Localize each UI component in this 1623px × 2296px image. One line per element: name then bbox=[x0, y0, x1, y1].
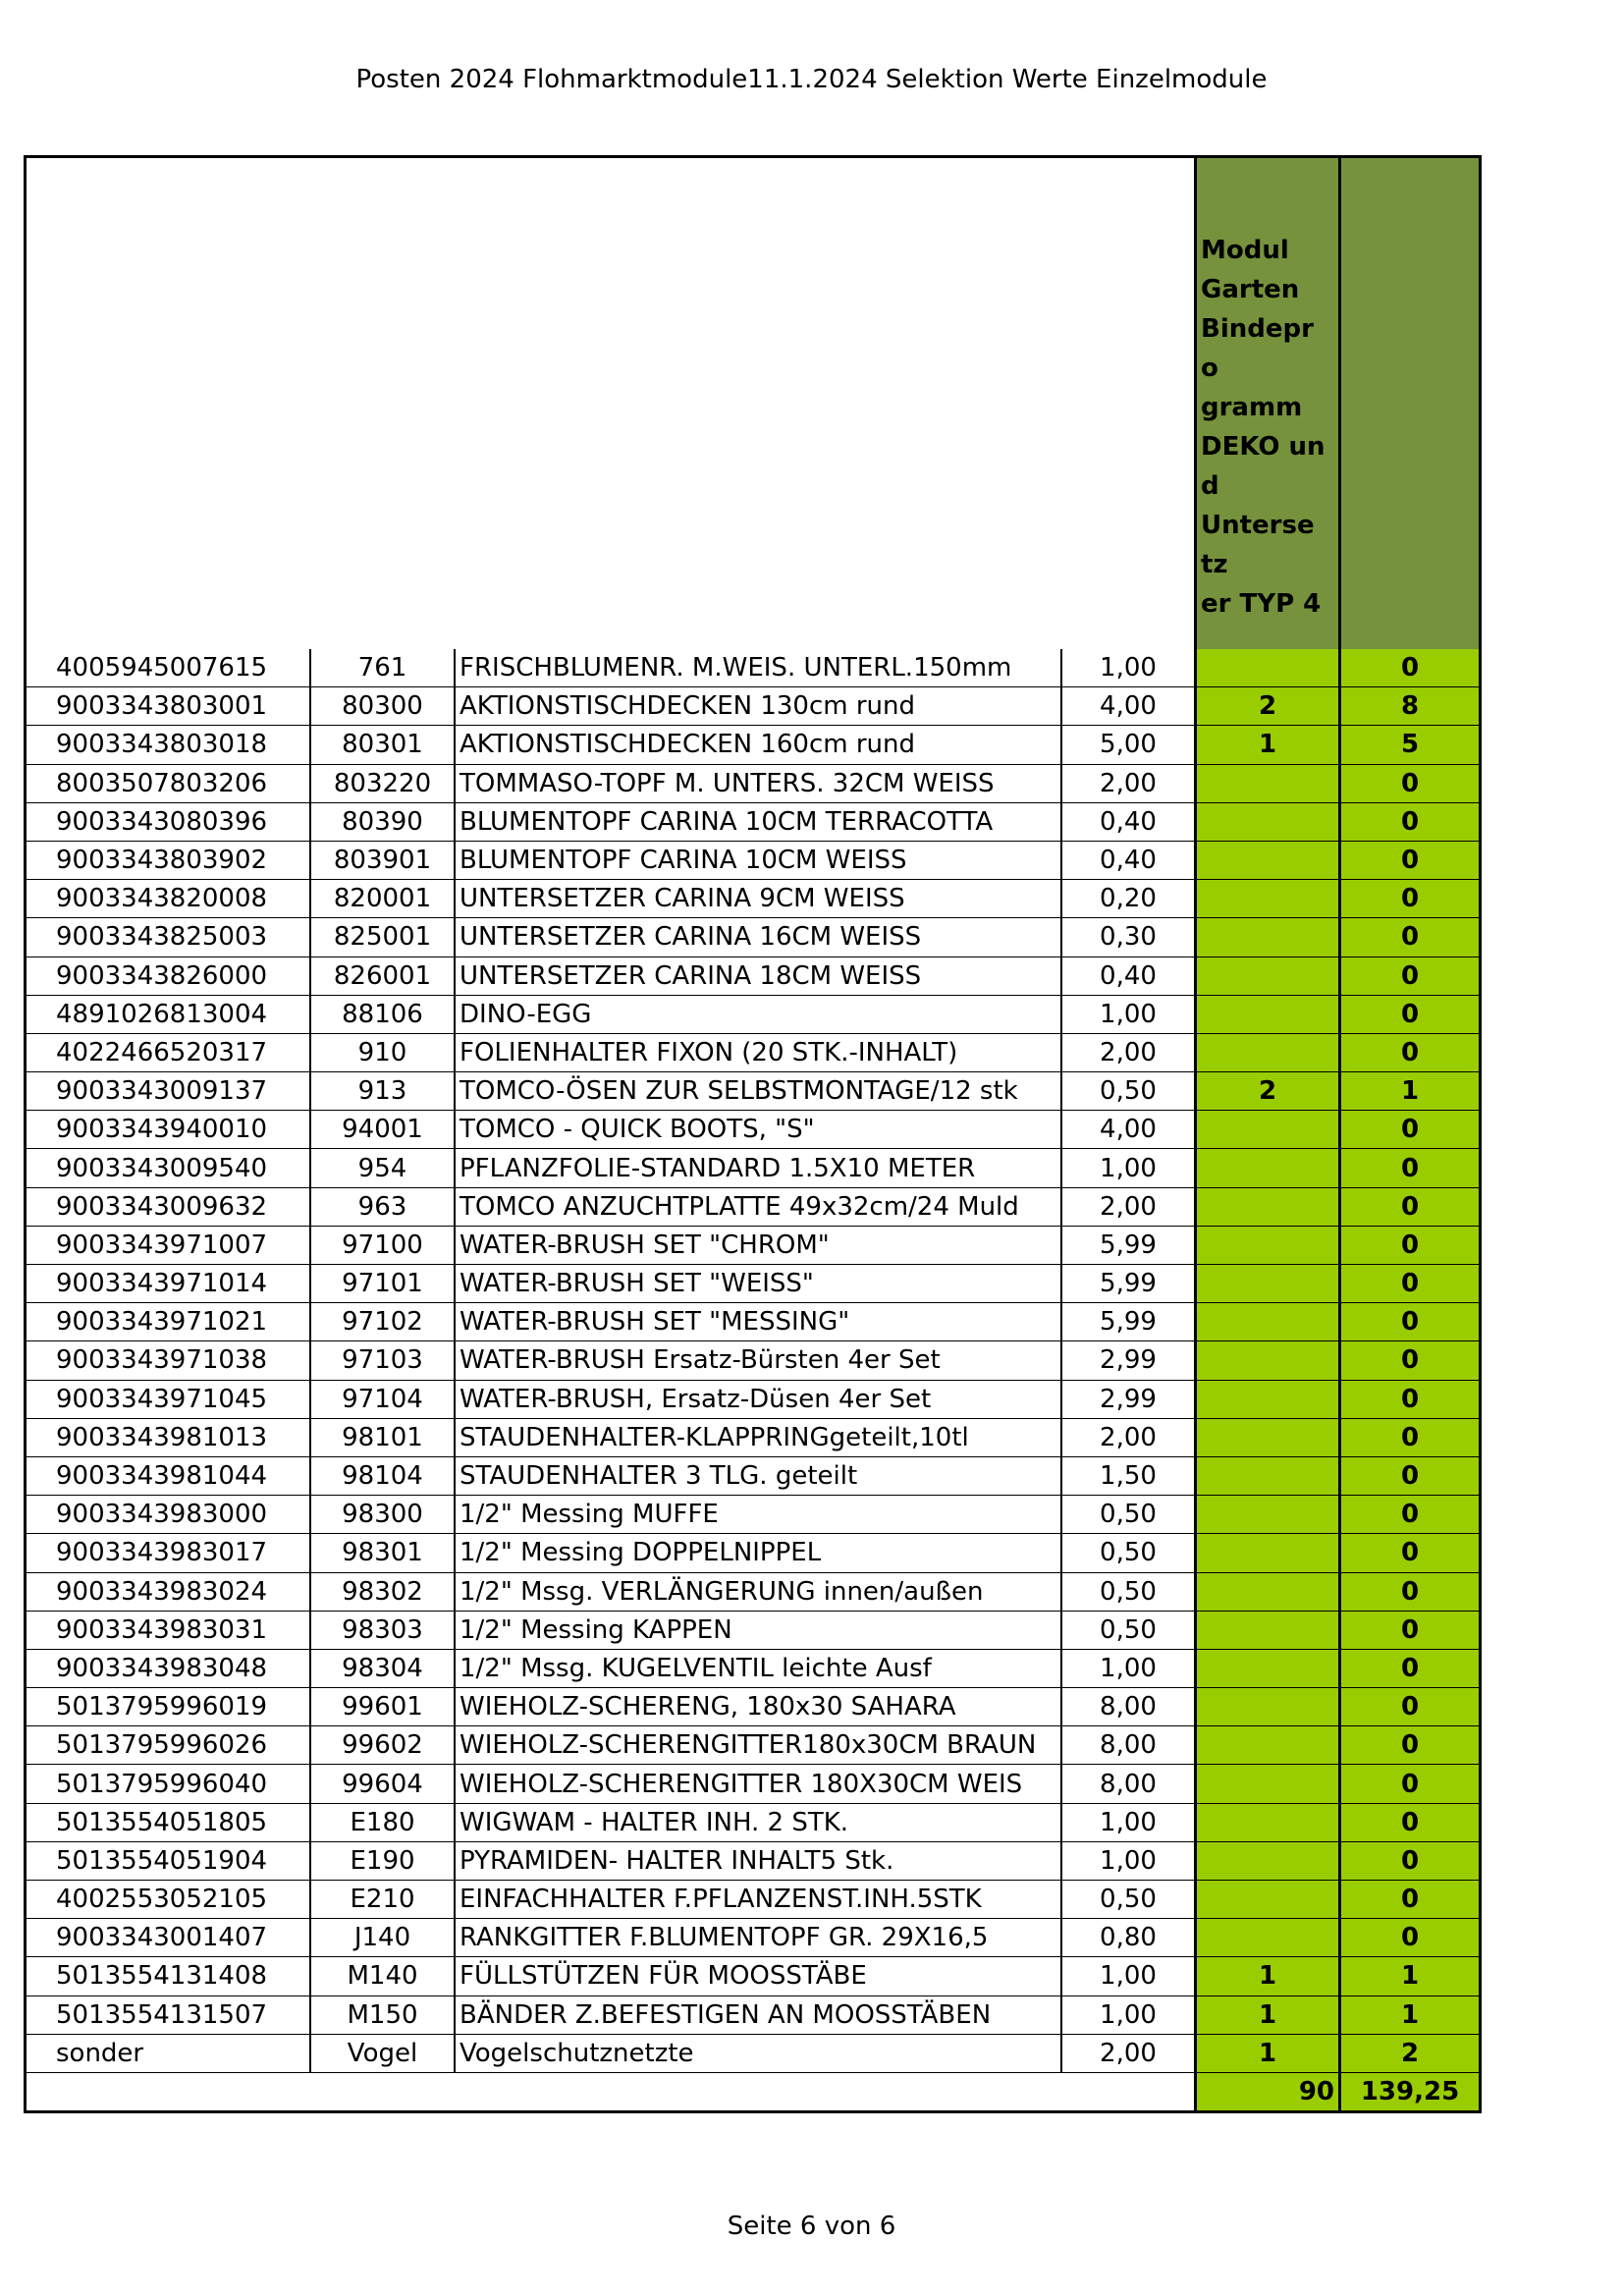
module-header-text bbox=[1201, 231, 1326, 624]
table-row bbox=[26, 1456, 1481, 1495]
module-column-header bbox=[1196, 157, 1340, 650]
module-quantity-cell bbox=[1196, 1341, 1340, 1380]
article-number-cell: 954 bbox=[310, 1149, 455, 1187]
module-quantity-cell bbox=[1196, 1496, 1340, 1534]
row-total-cell: 8 bbox=[1340, 687, 1481, 726]
article-number-cell: 97103 bbox=[310, 1341, 455, 1380]
article-number-cell: J140 bbox=[310, 1919, 455, 1957]
description-cell: TOMCO ANZUCHTPLATTE 49x32cm/24 Muld bbox=[455, 1187, 1061, 1226]
table-row bbox=[26, 1303, 1481, 1341]
description-cell: TOMCO - QUICK BOOTS, "S" bbox=[455, 1111, 1061, 1149]
module-quantity-cell: 2 bbox=[1196, 687, 1340, 726]
table-row bbox=[26, 1187, 1481, 1226]
table-header-row bbox=[26, 157, 1481, 650]
price-cell: 8,00 bbox=[1061, 1688, 1196, 1726]
table-row bbox=[26, 1226, 1481, 1264]
price-cell: 8,00 bbox=[1061, 1765, 1196, 1803]
module-quantity-cell bbox=[1196, 764, 1340, 802]
price-cell: 1,00 bbox=[1061, 995, 1196, 1033]
table-row bbox=[26, 1033, 1481, 1071]
row-total-cell: 1 bbox=[1340, 1957, 1481, 1995]
table-row bbox=[26, 1265, 1481, 1303]
description-cell: FRISCHBLUMENR. M.WEIS. UNTERL.150mm bbox=[455, 649, 1061, 687]
header-empty-cell bbox=[310, 157, 455, 650]
description-cell: UNTERSETZER CARINA 9CM WEISS bbox=[455, 880, 1061, 918]
ean-cell: 9003343826000 bbox=[26, 957, 311, 995]
module-quantity-cell: 2 bbox=[1196, 1072, 1340, 1111]
price-cell: 0,50 bbox=[1061, 1534, 1196, 1572]
description-cell: BÄNDER Z.BEFESTIGEN AN MOOSSTÄBEN bbox=[455, 1995, 1061, 2034]
ean-cell: 5013554051805 bbox=[26, 1803, 311, 1841]
article-number-cell: 803220 bbox=[310, 764, 455, 802]
article-number-cell: 98301 bbox=[310, 1534, 455, 1572]
price-cell: 5,99 bbox=[1061, 1226, 1196, 1264]
article-number-cell: 97104 bbox=[310, 1380, 455, 1418]
price-cell: 2,99 bbox=[1061, 1380, 1196, 1418]
description-cell: WATER-BRUSH SET "WEISS" bbox=[455, 1265, 1061, 1303]
article-number-cell: 820001 bbox=[310, 880, 455, 918]
ean-cell: 9003343983017 bbox=[26, 1534, 311, 1572]
article-number-cell: 80390 bbox=[310, 802, 455, 841]
module-quantity-cell: 1 bbox=[1196, 1995, 1340, 2034]
module-quantity-cell: 1 bbox=[1196, 1957, 1340, 1995]
ean-cell: 5013795996040 bbox=[26, 1765, 311, 1803]
price-cell: 1,00 bbox=[1061, 1649, 1196, 1687]
row-total-cell: 5 bbox=[1340, 726, 1481, 764]
description-cell: Vogelschutznetzte bbox=[455, 2034, 1061, 2072]
module-quantity-cell bbox=[1196, 1611, 1340, 1649]
module-quantity-cell bbox=[1196, 1380, 1340, 1418]
header-empty-cell bbox=[1061, 157, 1196, 650]
article-number-cell: 98303 bbox=[310, 1611, 455, 1649]
row-total-cell: 0 bbox=[1340, 1919, 1481, 1957]
table-row bbox=[26, 1072, 1481, 1111]
ean-cell: 5013554131507 bbox=[26, 1995, 311, 2034]
row-total-cell: 0 bbox=[1340, 1726, 1481, 1765]
page-footer: Seite 6 von 6 bbox=[727, 2212, 896, 2241]
row-total-cell: 0 bbox=[1340, 1033, 1481, 1071]
table-row bbox=[26, 1765, 1481, 1803]
table-row bbox=[26, 1111, 1481, 1149]
ean-cell: 9003343009540 bbox=[26, 1149, 311, 1187]
description-cell: UNTERSETZER CARINA 18CM WEISS bbox=[455, 957, 1061, 995]
sum-row-empty-cell bbox=[26, 2072, 1196, 2111]
row-total-cell: 2 bbox=[1340, 2034, 1481, 2072]
description-cell: 1/2" Messing KAPPEN bbox=[455, 1611, 1061, 1649]
ean-cell: 5013554131408 bbox=[26, 1957, 311, 1995]
table-row bbox=[26, 841, 1481, 879]
article-number-cell: M140 bbox=[310, 1957, 455, 1995]
description-cell: EINFACHHALTER F.PFLANZENST.INH.5STK bbox=[455, 1881, 1061, 1919]
module-quantity-cell bbox=[1196, 1033, 1340, 1071]
row-total-cell: 0 bbox=[1340, 1688, 1481, 1726]
price-cell: 0,40 bbox=[1061, 957, 1196, 995]
table-row bbox=[26, 1611, 1481, 1649]
row-total-cell: 0 bbox=[1340, 1187, 1481, 1226]
module-quantity-cell bbox=[1196, 1534, 1340, 1572]
article-number-cell: 94001 bbox=[310, 1111, 455, 1149]
article-number-cell: Vogel bbox=[310, 2034, 455, 2072]
article-number-cell: M150 bbox=[310, 1995, 455, 2034]
ean-cell: 9003343009632 bbox=[26, 1187, 311, 1226]
row-total-cell: 0 bbox=[1340, 649, 1481, 687]
table-row bbox=[26, 1995, 1481, 2034]
article-number-cell: 88106 bbox=[310, 995, 455, 1033]
ean-cell: 9003343940010 bbox=[26, 1111, 311, 1149]
ean-cell: 9003343983031 bbox=[26, 1611, 311, 1649]
row-total-cell: 0 bbox=[1340, 1226, 1481, 1264]
price-cell: 2,00 bbox=[1061, 1418, 1196, 1456]
module-quantity-cell bbox=[1196, 1841, 1340, 1880]
sum-quantity-cell: 90 bbox=[1196, 2072, 1340, 2111]
row-total-cell: 0 bbox=[1340, 1572, 1481, 1611]
price-cell: 0,80 bbox=[1061, 1919, 1196, 1957]
module-header-line: er TYP 4 bbox=[1201, 589, 1322, 619]
article-number-cell: 910 bbox=[310, 1033, 455, 1071]
description-cell: BLUMENTOPF CARINA 10CM TERRACOTTA bbox=[455, 802, 1061, 841]
table-row bbox=[26, 1881, 1481, 1919]
article-number-cell: 826001 bbox=[310, 957, 455, 995]
header-empty-cell bbox=[26, 157, 311, 650]
description-cell: RANKGITTER F.BLUMENTOPF GR. 29X16,5 bbox=[455, 1919, 1061, 1957]
module-header-line: Garten bbox=[1201, 275, 1300, 304]
price-cell: 2,00 bbox=[1061, 764, 1196, 802]
description-cell: AKTIONSTISCHDECKEN 160cm rund bbox=[455, 726, 1061, 764]
price-cell: 0,50 bbox=[1061, 1496, 1196, 1534]
description-cell: BLUMENTOPF CARINA 10CM WEISS bbox=[455, 841, 1061, 879]
row-total-cell: 0 bbox=[1340, 918, 1481, 957]
module-quantity-cell bbox=[1196, 1226, 1340, 1264]
module-quantity-cell bbox=[1196, 841, 1340, 879]
ean-cell: 9003343803001 bbox=[26, 687, 311, 726]
table-row bbox=[26, 1803, 1481, 1841]
module-quantity-cell bbox=[1196, 649, 1340, 687]
module-quantity-cell bbox=[1196, 957, 1340, 995]
ean-cell: 9003343971014 bbox=[26, 1265, 311, 1303]
module-header-line: Untersetz bbox=[1201, 511, 1315, 579]
total-column-header bbox=[1340, 157, 1481, 650]
article-number-cell: 825001 bbox=[310, 918, 455, 957]
description-cell: PFLANZFOLIE-STANDARD 1.5X10 METER bbox=[455, 1149, 1061, 1187]
module-quantity-cell bbox=[1196, 1881, 1340, 1919]
price-cell: 8,00 bbox=[1061, 1726, 1196, 1765]
description-cell: UNTERSETZER CARINA 16CM WEISS bbox=[455, 918, 1061, 957]
page-title: Posten 2024 Flohmarktmodule11.1.2024 Selektion Werte Einzelmodule bbox=[355, 65, 1268, 94]
price-cell: 0,50 bbox=[1061, 1072, 1196, 1111]
table-row bbox=[26, 1496, 1481, 1534]
price-cell: 0,50 bbox=[1061, 1572, 1196, 1611]
module-header-line: gramm bbox=[1201, 393, 1303, 422]
module-quantity-cell bbox=[1196, 1303, 1340, 1341]
row-total-cell: 0 bbox=[1340, 880, 1481, 918]
description-cell: WIGWAM - HALTER INH. 2 STK. bbox=[455, 1803, 1061, 1841]
row-total-cell: 0 bbox=[1340, 802, 1481, 841]
ean-cell: 9003343971045 bbox=[26, 1380, 311, 1418]
description-cell: 1/2" Messing MUFFE bbox=[455, 1496, 1061, 1534]
description-cell: FOLIENHALTER FIXON (20 STK.-INHALT) bbox=[455, 1033, 1061, 1071]
module-quantity-cell bbox=[1196, 1149, 1340, 1187]
ean-cell: sonder bbox=[26, 2034, 311, 2072]
table-row bbox=[26, 995, 1481, 1033]
article-number-cell: 99601 bbox=[310, 1688, 455, 1726]
description-cell: 1/2" Mssg. VERLÄNGERUNG innen/außen bbox=[455, 1572, 1061, 1611]
table-row bbox=[26, 1534, 1481, 1572]
description-cell: DINO-EGG bbox=[455, 995, 1061, 1033]
price-cell: 0,40 bbox=[1061, 802, 1196, 841]
table-row bbox=[26, 957, 1481, 995]
ean-cell: 9003343981013 bbox=[26, 1418, 311, 1456]
article-number-cell: E210 bbox=[310, 1881, 455, 1919]
price-cell: 1,00 bbox=[1061, 1957, 1196, 1995]
description-cell: TOMCO-ÖSEN ZUR SELBSTMONTAGE/12 stk bbox=[455, 1072, 1061, 1111]
row-total-cell: 0 bbox=[1340, 1265, 1481, 1303]
ean-cell: 9003343001407 bbox=[26, 1919, 311, 1957]
price-cell: 1,00 bbox=[1061, 1803, 1196, 1841]
article-number-cell: 80300 bbox=[310, 687, 455, 726]
row-total-cell: 0 bbox=[1340, 1611, 1481, 1649]
ean-cell: 5013795996019 bbox=[26, 1688, 311, 1726]
ean-cell: 9003343803018 bbox=[26, 726, 311, 764]
article-number-cell: 913 bbox=[310, 1072, 455, 1111]
description-cell: 1/2" Messing DOPPELNIPPEL bbox=[455, 1534, 1061, 1572]
table-row bbox=[26, 649, 1481, 687]
module-header-line: DEKO und bbox=[1201, 432, 1325, 501]
ean-cell: 9003343983048 bbox=[26, 1649, 311, 1687]
price-cell: 5,00 bbox=[1061, 726, 1196, 764]
ean-cell: 9003343825003 bbox=[26, 918, 311, 957]
module-quantity-cell bbox=[1196, 802, 1340, 841]
table-row bbox=[26, 687, 1481, 726]
row-total-cell: 0 bbox=[1340, 1881, 1481, 1919]
price-cell: 0,50 bbox=[1061, 1881, 1196, 1919]
module-quantity-cell bbox=[1196, 1572, 1340, 1611]
row-total-cell: 0 bbox=[1340, 995, 1481, 1033]
ean-cell: 5013795996026 bbox=[26, 1726, 311, 1765]
module-quantity-cell bbox=[1196, 1418, 1340, 1456]
sum-total-cell: 139,25 bbox=[1340, 2072, 1481, 2111]
table-row bbox=[26, 2034, 1481, 2072]
module-quantity-cell bbox=[1196, 1919, 1340, 1957]
description-cell: WATER-BRUSH SET "CHROM" bbox=[455, 1226, 1061, 1264]
module-quantity-cell bbox=[1196, 1649, 1340, 1687]
description-cell: WIEHOLZ-SCHERENGITTER 180X30CM WEIS bbox=[455, 1765, 1061, 1803]
row-total-cell: 0 bbox=[1340, 1649, 1481, 1687]
ean-cell: 9003343971007 bbox=[26, 1226, 311, 1264]
table-row bbox=[26, 1418, 1481, 1456]
ean-cell: 9003343009137 bbox=[26, 1072, 311, 1111]
article-number-cell: 98304 bbox=[310, 1649, 455, 1687]
module-quantity-cell bbox=[1196, 1265, 1340, 1303]
module-table bbox=[24, 155, 1482, 2113]
sum-row bbox=[26, 2072, 1481, 2111]
row-total-cell: 0 bbox=[1340, 1803, 1481, 1841]
row-total-cell: 0 bbox=[1340, 1341, 1481, 1380]
ean-cell: 4891026813004 bbox=[26, 995, 311, 1033]
article-number-cell: 99604 bbox=[310, 1765, 455, 1803]
module-header-line: Bindepro bbox=[1201, 314, 1314, 383]
table-row bbox=[26, 1726, 1481, 1765]
article-number-cell: 97101 bbox=[310, 1265, 455, 1303]
ean-cell: 8003507803206 bbox=[26, 764, 311, 802]
row-total-cell: 0 bbox=[1340, 1111, 1481, 1149]
price-cell: 5,99 bbox=[1061, 1265, 1196, 1303]
ean-cell: 9003343820008 bbox=[26, 880, 311, 918]
description-cell: 1/2" Mssg. KUGELVENTIL leichte Ausf bbox=[455, 1649, 1061, 1687]
article-number-cell: E180 bbox=[310, 1803, 455, 1841]
table-row bbox=[26, 1572, 1481, 1611]
article-number-cell: 963 bbox=[310, 1187, 455, 1226]
table-row bbox=[26, 1957, 1481, 1995]
article-number-cell: 803901 bbox=[310, 841, 455, 879]
row-total-cell: 0 bbox=[1340, 1380, 1481, 1418]
table-row bbox=[26, 802, 1481, 841]
ean-cell: 9003343981044 bbox=[26, 1456, 311, 1495]
article-number-cell: 97102 bbox=[310, 1303, 455, 1341]
module-quantity-cell bbox=[1196, 1456, 1340, 1495]
module-quantity-cell bbox=[1196, 1765, 1340, 1803]
article-number-cell: 99602 bbox=[310, 1726, 455, 1765]
module-quantity-cell bbox=[1196, 1688, 1340, 1726]
module-quantity-cell bbox=[1196, 918, 1340, 957]
description-cell: STAUDENHALTER 3 TLG. geteilt bbox=[455, 1456, 1061, 1495]
ean-cell: 9003343971021 bbox=[26, 1303, 311, 1341]
row-total-cell: 0 bbox=[1340, 841, 1481, 879]
article-number-cell: 98101 bbox=[310, 1418, 455, 1456]
description-cell: WATER-BRUSH, Ersatz-Düsen 4er Set bbox=[455, 1380, 1061, 1418]
ean-cell: 4005945007615 bbox=[26, 649, 311, 687]
module-quantity-cell: 1 bbox=[1196, 726, 1340, 764]
table-row bbox=[26, 1688, 1481, 1726]
article-number-cell: E190 bbox=[310, 1841, 455, 1880]
ean-cell: 9003343983000 bbox=[26, 1496, 311, 1534]
module-quantity-cell bbox=[1196, 1187, 1340, 1226]
price-cell: 2,00 bbox=[1061, 2034, 1196, 2072]
module-quantity-cell bbox=[1196, 995, 1340, 1033]
article-number-cell: 97100 bbox=[310, 1226, 455, 1264]
row-total-cell: 0 bbox=[1340, 1303, 1481, 1341]
table-row bbox=[26, 764, 1481, 802]
price-cell: 0,50 bbox=[1061, 1611, 1196, 1649]
description-cell: WATER-BRUSH SET "MESSING" bbox=[455, 1303, 1061, 1341]
ean-cell: 9003343983024 bbox=[26, 1572, 311, 1611]
table-row bbox=[26, 1380, 1481, 1418]
row-total-cell: 1 bbox=[1340, 1072, 1481, 1111]
description-cell: WIEHOLZ-SCHERENG, 180x30 SAHARA bbox=[455, 1688, 1061, 1726]
description-cell: AKTIONSTISCHDECKEN 130cm rund bbox=[455, 687, 1061, 726]
module-quantity-cell bbox=[1196, 1111, 1340, 1149]
price-cell: 1,00 bbox=[1061, 649, 1196, 687]
table-row bbox=[26, 1341, 1481, 1380]
description-cell: STAUDENHALTER-KLAPPRINGgeteilt,10tl bbox=[455, 1418, 1061, 1456]
row-total-cell: 0 bbox=[1340, 1456, 1481, 1495]
description-cell: FÜLLSTÜTZEN FÜR MOOSSTÄBE bbox=[455, 1957, 1061, 1995]
ean-cell: 5013554051904 bbox=[26, 1841, 311, 1880]
price-cell: 0,20 bbox=[1061, 880, 1196, 918]
row-total-cell: 0 bbox=[1340, 1418, 1481, 1456]
price-cell: 1,00 bbox=[1061, 1995, 1196, 2034]
price-cell: 0,30 bbox=[1061, 918, 1196, 957]
description-cell: PYRAMIDEN- HALTER INHALT5 Stk. bbox=[455, 1841, 1061, 1880]
price-cell: 2,99 bbox=[1061, 1341, 1196, 1380]
row-total-cell: 0 bbox=[1340, 764, 1481, 802]
article-number-cell: 98104 bbox=[310, 1456, 455, 1495]
price-cell: 1,50 bbox=[1061, 1456, 1196, 1495]
row-total-cell: 1 bbox=[1340, 1995, 1481, 2034]
table-row bbox=[26, 1841, 1481, 1880]
ean-cell: 9003343803902 bbox=[26, 841, 311, 879]
ean-cell: 9003343971038 bbox=[26, 1341, 311, 1380]
price-cell: 0,40 bbox=[1061, 841, 1196, 879]
ean-cell: 4002553052105 bbox=[26, 1881, 311, 1919]
article-number-cell: 98302 bbox=[310, 1572, 455, 1611]
row-total-cell: 0 bbox=[1340, 1149, 1481, 1187]
price-cell: 4,00 bbox=[1061, 687, 1196, 726]
table-row bbox=[26, 1919, 1481, 1957]
table-row bbox=[26, 918, 1481, 957]
article-number-cell: 80301 bbox=[310, 726, 455, 764]
price-cell: 2,00 bbox=[1061, 1187, 1196, 1226]
price-cell: 1,00 bbox=[1061, 1841, 1196, 1880]
ean-cell: 9003343080396 bbox=[26, 802, 311, 841]
row-total-cell: 0 bbox=[1340, 1534, 1481, 1572]
description-cell: TOMMASO-TOPF M. UNTERS. 32CM WEISS bbox=[455, 764, 1061, 802]
table-row bbox=[26, 880, 1481, 918]
row-total-cell: 0 bbox=[1340, 1841, 1481, 1880]
table-row bbox=[26, 726, 1481, 764]
price-cell: 4,00 bbox=[1061, 1111, 1196, 1149]
price-cell: 1,00 bbox=[1061, 1149, 1196, 1187]
table-row bbox=[26, 1649, 1481, 1687]
table-row bbox=[26, 1149, 1481, 1187]
module-quantity-cell bbox=[1196, 1803, 1340, 1841]
article-number-cell: 98300 bbox=[310, 1496, 455, 1534]
price-cell: 5,99 bbox=[1061, 1303, 1196, 1341]
module-quantity-cell bbox=[1196, 880, 1340, 918]
row-total-cell: 0 bbox=[1340, 1765, 1481, 1803]
module-header-line: Modul bbox=[1201, 236, 1289, 265]
header-empty-cell bbox=[455, 157, 1061, 650]
module-quantity-cell bbox=[1196, 1726, 1340, 1765]
row-total-cell: 0 bbox=[1340, 1496, 1481, 1534]
description-cell: WATER-BRUSH Ersatz-Bürsten 4er Set bbox=[455, 1341, 1061, 1380]
description-cell: WIEHOLZ-SCHERENGITTER180x30CM BRAUN bbox=[455, 1726, 1061, 1765]
price-cell: 2,00 bbox=[1061, 1033, 1196, 1071]
module-quantity-cell: 1 bbox=[1196, 2034, 1340, 2072]
row-total-cell: 0 bbox=[1340, 957, 1481, 995]
article-number-cell: 761 bbox=[310, 649, 455, 687]
ean-cell: 4022466520317 bbox=[26, 1033, 311, 1071]
